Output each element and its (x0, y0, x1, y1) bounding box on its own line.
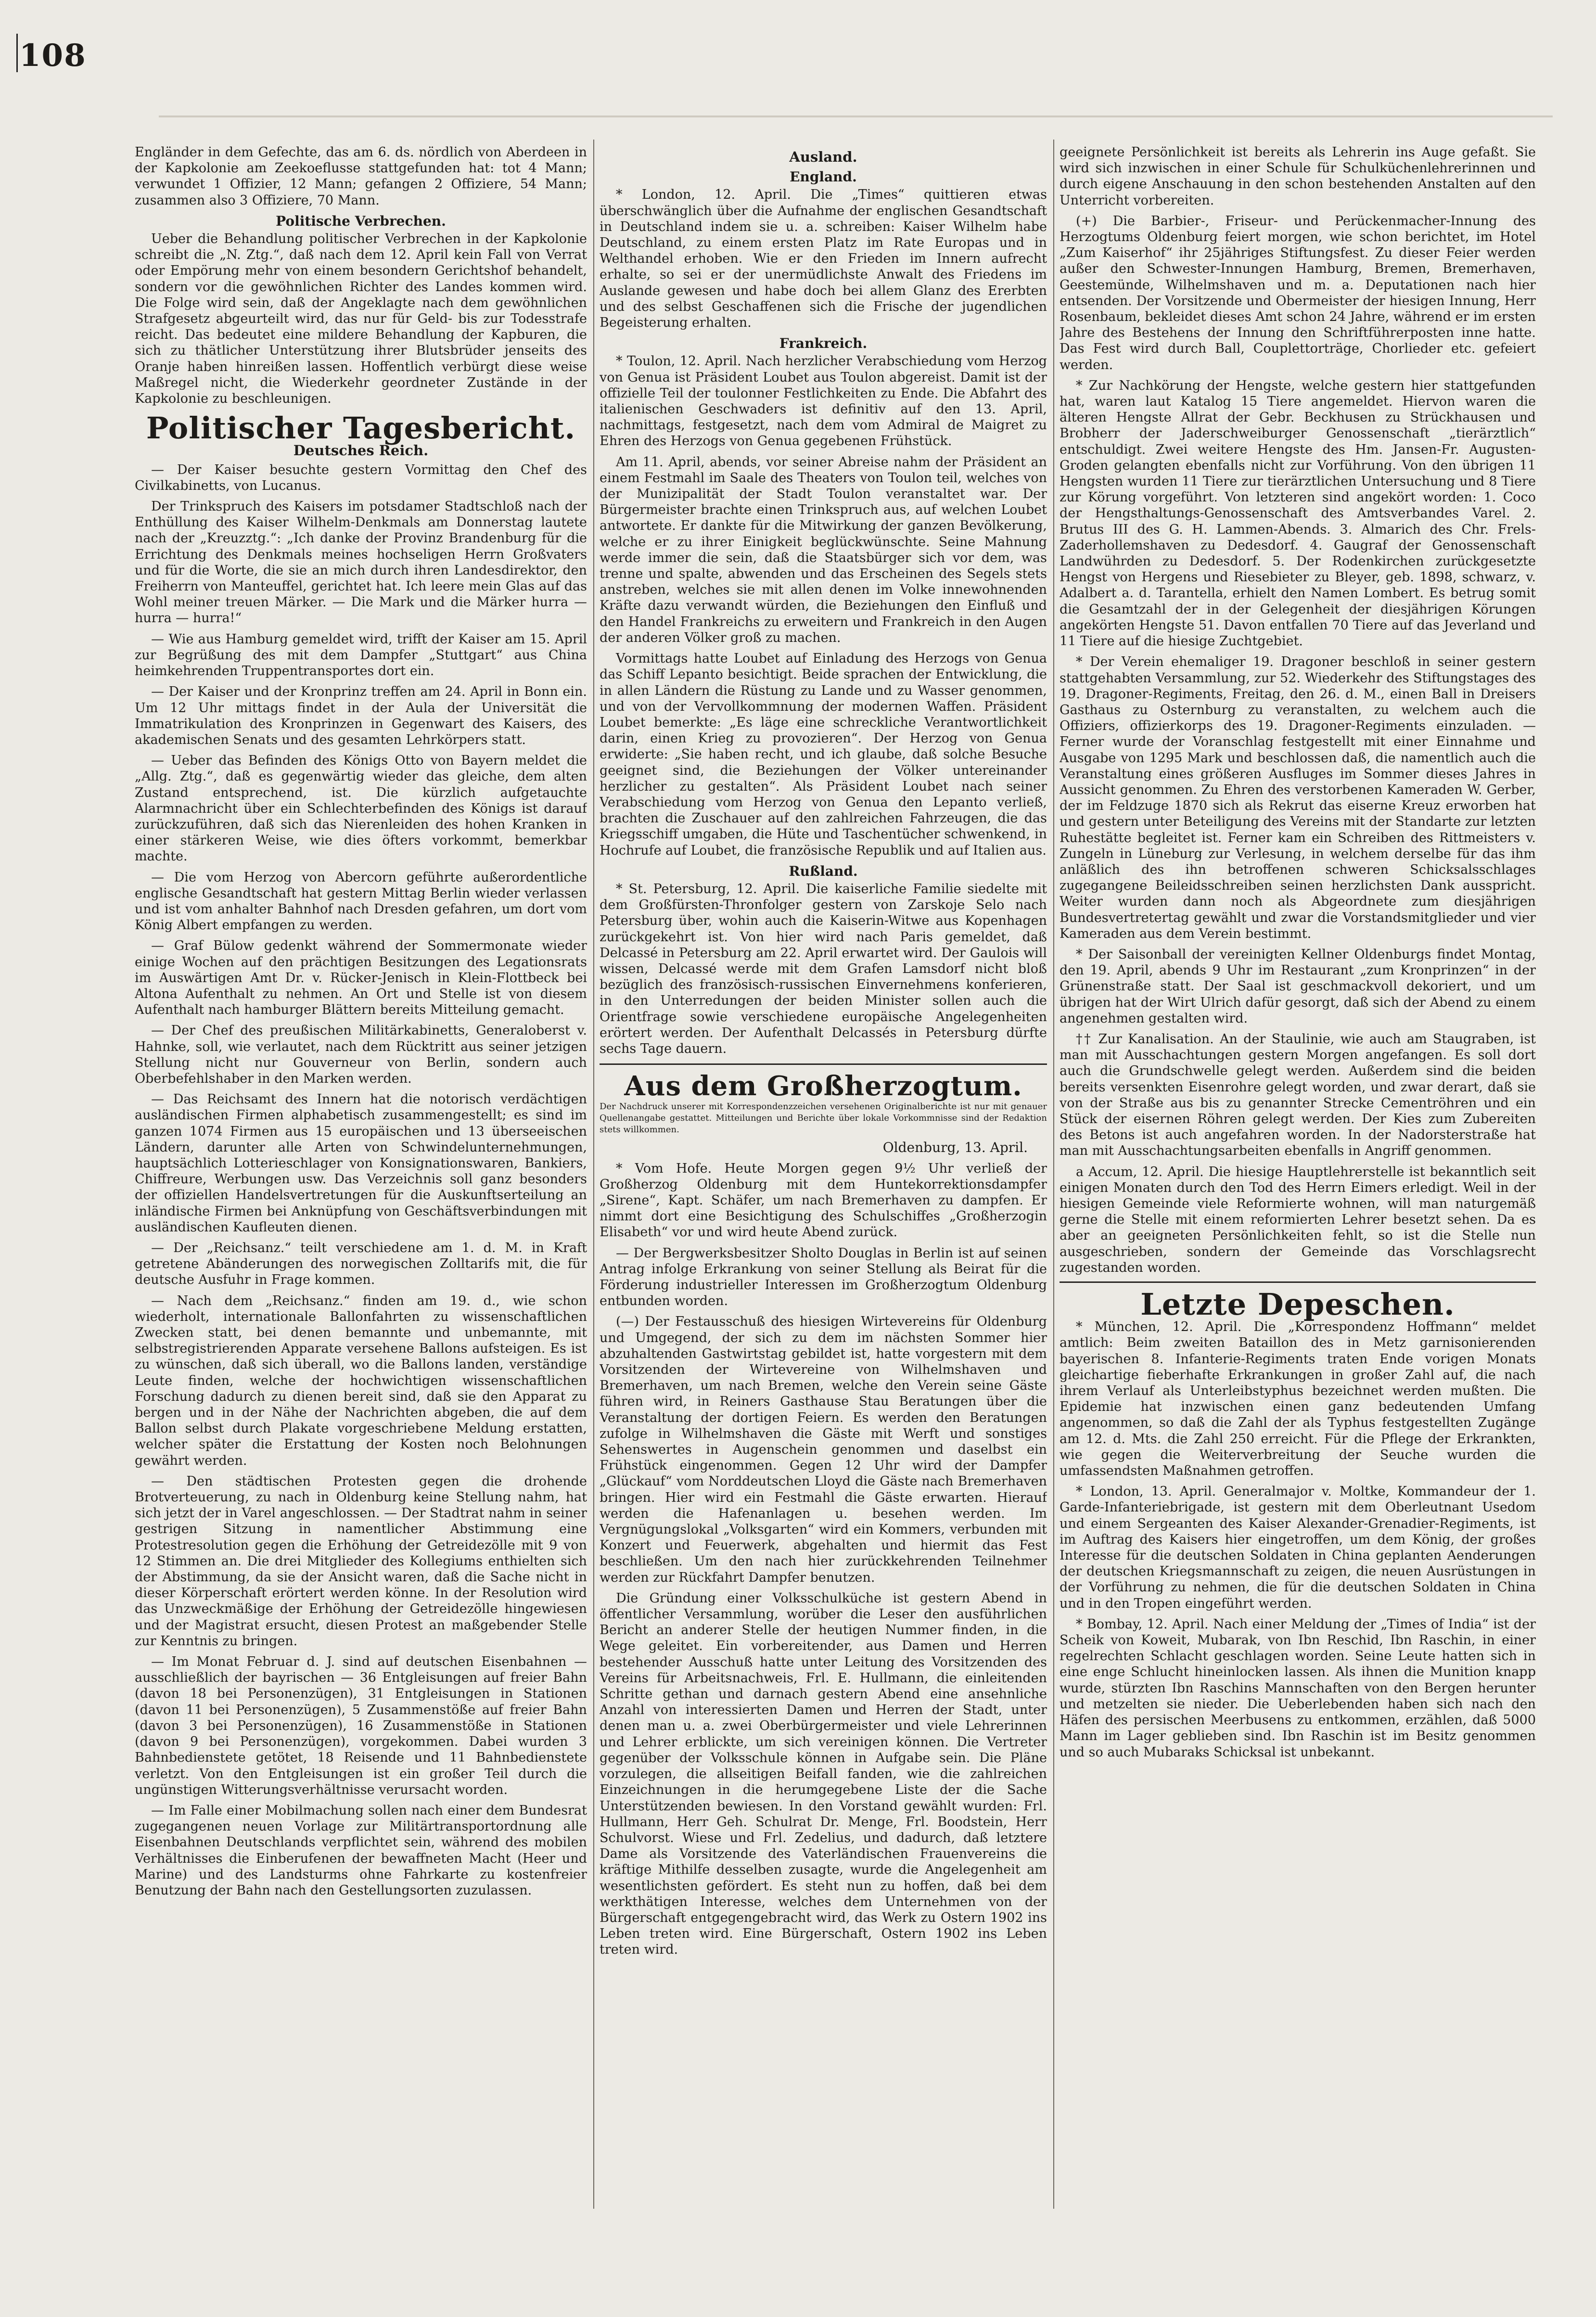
article-festausschuss: (—) Der Festausschuß des hiesigen Wirtevereins für Oldenburg und Umgegend, der sich zu dem im nächsten Sommer hier abzuhaltenden Gastwirtstag gebildet ist, hatte vorgestern mit dem Vorsitzenden der Wirtevereine von Wilhelmshaven und Bremerhaven, um nach Bremen, welche den Verein seine Gäste führen wird, in Reiners Gasthause Stau Beratungen über die Veranstaltung der dortigen Feiern. Es werden den Beratungen zufolge in Wilhelmshaven die Gäste mit Werft und sonstiges Sehenswertes in Augenschein genommen und daselbst ein Frühstück eingenommen. Gegen 12 Uhr wird der Dampfer „Glückauf“ vom Norddeutschen Lloyd die Gäste nach Bremerhaven bringen. Hier wird ein Festmahl die Gäste erwarten. Hierauf werden die Hafenanlagen u. besehen werden. Im Vergnügungslokal „Volksgarten“ wird ein Kommers, verbunden mit Konzert und Feuerwerk, abgehalten und hiermit das Fest beschließen. Um den nach hier zurückkehrenden Teilnehmer werden zur Rückfahrt Dampfer benutzen. (600, 1314, 1047, 1585)
article-muenchen: * München, 12. April. Die „Korrespondenz Hoffmann“ meldet amtlich: Beim zweiten Bataillon des in Metz garnisonierenden bayerischen 8. Infanterie-Regiments traten Ende vorigen Monats gleichartige fieberhafte Erkrankungen in großer Zahl auf, die nach ihrem Verlauf als Unterleibstyphus bezeichnet werden mußten. Die Epidemie hat inzwischen einen ganz bedeutenden Umfang angenommen, so daß die Zahl der als Typhus festgestellten Zugänge am 12. d. Mts. die Zahl 250 erreicht. Für die Pflege der Erkrankten, wie gegen die Weiterverbreitung der Seuche wurden die umfassendsten Maßnahmen getroffen. (1060, 1319, 1536, 1479)
article-kapkolonie: Ueber die Behandlung politischer Verbrechen in der Kapkolonie schreibt die „N. Ztg.“, daß nach dem 12. April kein Fall von Verrat oder Empörung mehr von einem besondern Gerichtshof behandelt, sondern vor die gewöhnlichen Richter des Landes kommen wird. Die Folge wird sein, daß der Angeklagte nach dem gewöhnlichen Strafgesetz abgeurteilt wird, das nur für Geld- bis zur Todesstrafe reicht. Das bedeutet eine mildere Behandlung der Kapburen, die sich zu thätlicher Unterstützung ihrer Blutsbrüder jenseits des Oranje haben hinreißen lassen. Hoffentlich verbürgt diese weise Maßregel nicht, die Wiederkehr geordneter Zustände in der Kapkolonie zu beschleunigen. (135, 231, 587, 407)
article-vormittags: Vormittags hatte Loubet auf Einladung des Herzogs von Genua das Schiff Lepanto besichtigt. Beide sprachen der Entwicklung, die in allen Ländern die Rüstung zu Lande und zu Wasser genommen, und von der Vervollkommnung der modernen Waffen. Präsident Loubet bemerkte: „Es läge eine schreckliche Verantwortlichkeit darin, einen Krieg zu provozieren“. Der Herzog von Genua erwiderte: „Sie haben recht, und ich glaube, daß solche Besuche geeignet sind, die Beziehungen der Völker untereinander herzlicher zu gestalten“. Als Präsident Loubet nach seiner Verabschiedung vom Herzog von Genua den Lepanto verließ, brachten die Zuschauer auf den zahlreichen Fahrzeugen, die das Kriegsschiff umgaben, die Hüte und Taschentücher schwenkend, in Hochrufe auf Loubet, die französische Republik und auf Italien aus. (600, 651, 1047, 858)
title-politischer-tagesbericht: Politischer Tagesbericht. (146, 410, 576, 446)
article-lehrerin: geeignete Persönlichkeit ist bereits als Lehrerin ins Auge gefaßt. Sie wird sich inzwischen in einer Schule für Schulküchenlehrerinnen und durch eigene Anschauung in den schon bestehenden Anstalten auf den Unterricht vorbereiten. (1060, 145, 1536, 208)
article-protesten: — Den städtischen Protesten gegen die drohende Brotverteuerung, zu nach in Oldenburg keine Stellung nahm, hat sich jetzt der in Varel angeschlossen. — Der Stadtrat nahm in seiner gestrigen Sitzung in namentlicher Abstimmung eine Protestresolution gegen die Erhöhung der Getreidezölle mit 9 von 12 Stimmen an. Die drei Mitglieder des Kollegiums enthielten sich der Abstimmung, da sie der Ansicht waren, daß die Sache nicht in dieser Körperschaft erörtert werden könne. In der Resolution wird das Unzweckmäßige der Erhöhung der Getreidezölle hingewiesen und der Magistrat ersucht, diesen Protest an maßgebender Stelle zur Kenntnis zu bringen. (135, 1473, 587, 1649)
article-buelow: — Graf Bülow gedenkt während der Sommermonate wieder einige Wochen auf den prächtigen Besitzungen des Legationsrats im Auswärtigen Amt Dr. v. Rücker-Jenisch in Klein-Flottbeck bei Altona Aufenthalt zu nehmen. An Ort und Stelle ist von diesem Aufenthalt nach hamburger Blättern bereits Mitteilung gemacht. (135, 938, 587, 1018)
article-petersburg: * St. Petersburg, 12. April. Die kaiserliche Familie siedelte mit dem Großfürsten-Thronfolger gestern von Zarskoje Selo nach Petersburg über, wohin auch die Kaiserin-Witwe aus Kopenhagen zurückgekehrt ist. Von hier wird nach Paris gemeldet, daß Delcassé in Petersburg am 22. April erwartet wird. Der Gaulois will wissen, Delcassé werde mit dem Grafen Lamsdorf nicht bloß bezüglich des französisch-russischen Einvernehmens konferieren, in den Unterredungen der beiden Minister sollen auch die Orientfrage sowie verschiedene europäische Angelegenheiten erörtert werden. Der Aufenthalt Delcassés in Petersburg dürfte sechs Tage dauern. (600, 881, 1047, 1056)
column-divider-1 (593, 140, 594, 2209)
heading-england: England. (790, 169, 857, 185)
article-eisenbahnen: — Im Monat Februar d. J. sind auf deutschen Eisenbahnen — ausschließlich der bayrischen — 36 Entgleisungen auf freier Bahn (davon 18 bei Personenzügen), 31 Entgleisungen in Stationen (davon 11 bei Personenzügen), 5 Zusammenstöße auf freier Bahn (davon 3 bei Personenzügen), 16 Zusammenstöße in Stationen (davon 9 bei Personenzügen), vorgekommen. Dabei wurden 3 Bahnbedienstete getötet, 18 Reisende und 11 Bahnbedienstete verletzt. Von den Entgleisungen ist ein großer Teil durch die ungünstigen Witterungsverhältnisse verursacht worden. (135, 1654, 587, 1797)
page-number: 108 (19, 38, 87, 74)
article-koenig-otto: — Ueber das Befinden des Königs Otto von Bayern meldet die „Allg. Ztg.“, daß es gegenwärtig wieder das gleiche, dem alten Zustand entsprechend, ist. Die kürzlich aufgetauchte Alarmnachricht über ein Schlechterbefinden des Königs ist darauf zurückzuführen, daß sich das Nierenleiden des hohen Kranken in einer stärkeren Weise, wie dies öfters vorkommt, bemerkbar machte. (135, 753, 587, 864)
column-left (135, 144, 587, 2194)
article-hahnke: — Der Chef des preußischen Militärkabinetts, Generaloberst v. Hahnke, soll, wie verlautet, nach dem Rücktritt aus seiner jetzigen Stellung nicht nur Gouverneur von Berlin, sondern auch Oberbefehlshaber in den Marken werden. (135, 1023, 587, 1086)
heading-politische-verbrechen: Politische Verbrechen. (276, 213, 446, 229)
section-rule (600, 1063, 1047, 1065)
article-volksschulkueche: Die Gründung einer Volksschulküche ist gestern Abend in öffentlicher Versammlung, worüber die Leser den ausführlichen Bericht an anderer Stelle der heutigen Nummer finden, in die Wege geleitet. Ein vorbereitender, aus Damen und Herren bestehender Ausschuß hatte unter Leitung des Vorsitzenden des Vereins für Arbeitsnachweis, Frl. E. Hullmann, die einleitenden Schritte gethan und darnach gestern Abend eine ansehnliche Anzahl von interessierten Damen und Herren der Stadt, unter denen man u. a. zwei Oberbürgermeister und viele Lehrerinnen und Lehrer erblickte, um sich vereinigen können. Die Vertreter gegenüber der Volksschule können in Aufgabe sein. Die Pläne vorzulegen, die allseitigen Beifall fanden, wie die zahlreichen Einzeichnungen in die herumgegebene Liste der die Sache Unterstützenden bewiesen. In den Vorstand gewählt wurden: Frl. Hullmann, Herr Geh. Schulrat Dr. Menge, Frl. Boodstein, Herr Schulvorst. Wiese und Frl. Zedelius, und dadurch, daß letztere Dame als Vorsitzende des Vaterländischen Frauenvereins die kräftige Mithilfe desselben zusagte, wurde die Angelegenheit am wesentlichsten gefördert. Es steht nun zu hoffen, daß bei dem werkthätigen Interesse, welches dem Unternehmen von der Bürgerschaft entgegengebracht wird, das Werk zu Ostern 1902 ins Leben treten wird. Eine Bürgerschaft, Ostern 1902 ins Leben treten wird. (600, 1590, 1047, 1958)
article-trinkspruch: Der Trinkspruch des Kaisers im potsdamer Stadtschloß nach der Enthüllung des Kaiser Wilhelm-Denkmals am Donnerstag lautete nach der „Kreuzztg.“: „Ich danke der Provinz Brandenburg für die Errichtung des Denkmals meines hochseligen Herrn Großvaters und für die Worte, die sie an mich durch ihren Landesdirektor, den Freiherrn von Manteuffel, gerichtet hat. Ich leere mein Glas auf das Wohl meiner treuen Märker. — Die Mark und die Märker hurra — hurra — hurra!“ (135, 499, 587, 626)
column-right (1060, 144, 1536, 2194)
article-kanalisation: †† Zur Kanalisation. An der Staulinie, wie auch am Staugraben, ist man mit Ausschachtungen gestern Morgen angefangen. Es soll dort auch die Grundschwelle gelegt werden. Außerdem sind die beiden bereits versenkten Eisenrohre gelegt worden, und zwar derart, daß sie von der Straße aus bis zu genannter Strecke Cementröhren und ein Stück der eisernen Röhren gelegt werden. Der Kies zum Zubereiten des Betons ist auch angefahren worden. In der Nadorsterstraße hat man mit Ausschachtungsarbeiten ebenfalls in Angriff genommen. (1060, 1031, 1536, 1159)
header-rule (159, 115, 1553, 117)
article-barbier-innung: (+) Die Barbier-, Friseur- und Perückenmacher-Innung des Herzogtums Oldenburg feiert morgen, wie schon berichtet, im Hotel „Zum Kaiserhof“ ihr 25jähriges Stiftungsfest. Zu dieser Feier werden außer den Schwester-Innungen Hamburg, Bremen, Bremerhaven, Geestemünde, Wilhelmshaven und m. a. Deputationen nach hier entsenden. Der Vorsitzende und Obermeister der hiesigen Innung, Herr Rosenbaum, bekleidet dieses Amt schon 24 Jahre, während er im ersten Jahre des Bestehens der Innung den Schriftführerposten inne hatte. Das Fest wird durch Ball, Couplettorträge, Chorlieder etc. gefeiert werden. (1060, 213, 1536, 372)
article-zolltarif: — Der „Reichsanz.“ teilt verschiedene am 1. d. M. in Kraft getretene Abänderungen des norwegischen Zolltarifs mit, die für deutsche Ausfuhr in Frage kommen. (135, 1241, 587, 1288)
article-douglas: — Der Bergwerksbesitzer Sholto Douglas in Berlin ist auf seinen Antrag infolge Erkrankung von seiner Stellung als Beirat für die Förderung industrieller Interessen im Großherzogtum Oldenburg entbunden worden. (600, 1245, 1047, 1309)
reprint-notice: Der Nachdruck unserer mit Korrespondenzzeichen versehenen Originalberichte ist nur mit genauer Quellenangabe gestattet. Mitteilungen und Berichte über lokale Vorkommnisse sind der Redaktion stets willkommen. (600, 1101, 1047, 1135)
column-divider-2 (1053, 140, 1054, 2209)
article-abercorn: — Die vom Herzog von Abercorn geführte außerordentliche englische Gesandtschaft hat gestern Mittag Berlin wieder verlassen und ist vom anhalter Bahnhof nach Dresden gefahren, um dort vom König Albert empfangen zu werden. (135, 870, 587, 933)
heading-deutsches-reich: Deutsches Reich. (293, 442, 429, 459)
article-kaiser-besuch: — Der Kaiser besuchte gestern Vormittag den Chef des Civilkabinetts, von Lucanus. (135, 462, 587, 493)
article-continuation: Engländer in dem Gefechte, das am 6. ds. nördlich von Aberdeen in der Kapkolonie am Zeekoeflusse stattgefunden hat: tot 4 Mann; verwundet 1 Offizier, 12 Mann; gefangen 2 Offiziere, 54 Mann; zusammen also 3 Offiziere, 70 Mann. (135, 145, 587, 208)
article-moltke: * London, 13. April. Generalmajor v. Moltke, Kommandeur der 1. Garde-Infanteriebrigade, ist gestern mit dem Oberleutnant Usedom und einem Sergeanten des Kaiser Alexander-Grenadier-Regiments, ist im Auftrag des Kaisers hier eingetroffen, um dem König, der großes Interesse für die deutschen Soldaten in China geplanten Aenderungen der deutschen Kriegsmannschaft zu zeigen, die neuen Ausrüstungen in der Vorführung zu nehmen, die für die deutschen Soldaten in China und in den Tropen eingeführt werden. (1060, 1484, 1536, 1611)
article-bombay: * Bombay, 12. April. Nach einer Meldung der „Times of India“ ist der Scheik von Koweit, Mubarak, von Ibn Reschid, Ibn Raschin, in einer regelrechten Schlacht geschlagen worden. Seine Leute hatten sich in eine enge Schlucht hineinlocken lassen. Als ihnen die Munition knapp wurde, stürzten Ibn Raschins Mannschaften von den Bergen herunter und metzelten sie nieder. Die Ueberlebenden haben sich nach den Häfen des persischen Meerbusens zu entkommen, erzählen, daß 5000 Mann im Lager geblieben sind. Ibn Raschin ist im Besitz genommen und so auch Mubaraks Schicksal ist unbekannt. (1060, 1616, 1536, 1760)
article-reichsamt: — Das Reichsamt des Innern hat die notorisch verdächtigen ausländischen Firmen alphabetisch zusammengestellt; es sind im ganzen 1074 Firmen aus 15 europäischen und 13 überseeischen Ländern, darunter alle Arten von Schwindelunternehmungen, hauptsächlich Lotterieschlager von Konsignationswaren, Bankiers, Chiffreure, Werbungen usw. Das Verzeichnis soll ganz besonders der offiziellen Handelsvertretungen für die Auskunftserteilung an inländische Firmen bei Anknüpfung von Geschäftsverbindungen mit ausländischen Kaufleuten dienen. (135, 1092, 587, 1235)
article-ballonfahrten: — Nach dem „Reichsanz.“ finden am 19. d., wie schon wiederholt, internationale Ballonfahrten zu wissenschaftlichen Zwecken statt, bei denen bemannte und unbemannte, mit selbstregistrierenden Apparate versehene Ballons aufsteigen. Es ist zu wünschen, daß sich überall, wo die Ballons landen, verständige Leute finden, welche der hochwichtigen wissenschaftlichen Forschung dadurch zu dienen bereit sind, daß sie den Apparat zu bergen und in der Nähe der Nachrichten abgeben, die auf dem Ballon selbst durch Plakate vorgeschriebene Meldung erstatten, welcher später die Erstattung der Kosten noch Belohnungen gewährt werden. (135, 1293, 587, 1468)
article-accum: a Accum, 12. April. Die hiesige Hauptlehrerstelle ist bekanntlich seit einigen Monaten durch den Tod des Herrn Eimers erledigt. Weil in der hiesigen Gemeinde viele Reformierte wohnen, will man naturgemäß gerne die Stelle mit einem reformierten Lehrer besetzt sehen. Da es aber an geeigneten Persönlichkeiten fehlt, so ist die Stelle nun ausgeschrieben, sondern der Gemeinde das Vorschlagsrecht zugestanden worden. (1060, 1164, 1536, 1275)
article-hamburg: — Wie aus Hamburg gemeldet wird, trifft der Kaiser am 15. April zur Begrüßung des mit dem Dampfer „Stuttgart“ aus China heimkehrenden Truppentransportes dort ein. (135, 631, 587, 679)
article-toulon: * Toulon, 12. April. Nach herzlicher Verabschiedung vom Herzog von Genua ist Präsident Loubet aus Toulon abgereist. Damit ist der offizielle Teil der toulonner Festlichkeiten zu Ende. Die Abfahrt des italienischen Geschwaders ist definitiv auf den 13. April, nachmittags, festgesetzt, nach dem vom Admiral de Maigret zu Ehren des Herzogs von Genua gegebenen Frühstück. (600, 354, 1047, 449)
heading-russland: Rußland. (789, 863, 858, 879)
heading-ausland: Ausland. (789, 149, 857, 165)
section-rule (1060, 1281, 1536, 1283)
article-mobilmachung: — Im Falle einer Mobilmachung sollen nach einer dem Bundesrat zugegangenen neuen Vorlage zur Militärtransportordnung alle Eisenbahnen Deutschlands verpflichtet sein, während des mobilen Verhältnisses die Einberufenen der bewaffneten Macht (Heer und Marine) und des Landsturms ohne Fahrkarte zu kostenfreier Benutzung der Bahn nach den Gestellungsorten zuzulassen. (135, 1803, 587, 1898)
page-margin-rule (16, 34, 18, 72)
heading-frankreich: Frankreich. (779, 335, 868, 352)
article-kronprinz: — Der Kaiser und der Kronprinz treffen am 24. April in Bonn ein. Um 12 Uhr mittags findet in der Aula der Universität die Immatrikulation des Kronprinzen in Gegenwart des Kaisers, des akademischen Senats und des gesamten Lehrkörpers statt. (135, 684, 587, 747)
article-hengste: * Zur Nachkörung der Hengste, welche gestern hier stattgefunden hat, waren laut Katalog 15 Tiere angemeldet. Hiervon waren die älteren Hengste Allrat der Gebr. Beckhusen zu Strückhausen und Brobherr der Jaderschweiburger Genossenschaft „tierärztlich“ entschuldigt. Zwei weitere Hengste des Hm. Jansen-Fr. Augusten-Groden gelangten ebenfalls nicht zur Vorführung. Von den übrigen 11 Hengsten wurden 11 Tiere zur tierärztlichen Untersuchung und 8 Tiere zur Körung vorgeführt. Von letzteren sind angekört worden: 1. Coco der Hengsthaltungs-Genossenschaft des Amtsverbandes Varel. 2. Brutus III des G. H. Lammen-Abends. 3. Almarich des Chr. Frels-Zaderhollemshaven zu Dedesdorf. 4. Gaugraf der Genossenschaft Landwührden zu Dedesdorf. 5. Der Rodenkirchen zurückgesetzte Hengst von Hergens und Riesebieter zu Bleyer, geb. 1898, schwarz, v. Adalbert a. d. Tarantella, erhielt den Namen Lombert. Es betrug somit die Gesamtzahl der in der Gelegenheit der diesjährigen Körungen angekörten Hengste 51. Davon entfallen 70 Tiere auf das Jeverland und 11 Tiere auf die hiesige Zuchtgebiet. (1060, 378, 1536, 649)
article-london: * London, 12. April. Die „Times“ quittieren etwas überschwänglich über die Aufnahme der englischen Gesandtschaft in Deutschland indem sie u. a. schreiben: Kaiser Wilhelm habe Deutschland, zu einem ersten Platz im Rate Europas und in Welthandel erhoben. Wie er den Frieden im Innern aufrecht erhalte, so sei er der unermüdlichste Anwalt des Friedens im Auslande gewesen und habe doch bei allem Glanz des Ererbten und des selbst Geschaffenen sich die Frische der jugendlichen Begeisterung erhalten. (600, 187, 1047, 331)
article-dragoner: * Der Verein ehemaliger 19. Dragoner beschloß in seiner gestern stattgehabten Versammlung, zur 52. Wiederkehr des Stiftungstages des 19. Dragoner-Regiments, Freitag, den 26. d. M., einen Ball in Dreisers Gasthaus zu Osternburg zu veranstalten, zu welchem auch die Offiziers, offizierkorps des 19. Dragoner-Regiments einzuladen. — Ferner wurde der Voranschlag festgestellt mit einer Einnahme und Ausgabe von 1295 Mark und beschlossen daß, die namentlich auch die Veranstaltung eines größeren Ausfluges im Sommer dieses Jahres in Aussicht genommen. Zu Ehren des verstorbenen Kameraden W. Gerber, der im Feldzuge 1870 sich als Rekrut das eiserne Kreuz erworben hat und gestern unter Beteiligung des Vereins mit der Standarte zur letzten Ruhestätte begleitet ist. Ferner kam ein Schreiben des Rittmeisters v. Zungeln in Lüneburg zur Verlesung, in welchem derselbe für das ihm anläßlich des ihn betroffenen schweren Schicksalsschlages zugegangene Beileidsschreiben seinen herzlichsten Dank ausspricht. Weiter wurden dann noch als Abgeordnete zum diesjährigen Bundesvertretertag gewählt und zwar die Vorstandsmitglieder und vier Kameraden aus dem Verein bestimmt. (1060, 654, 1536, 941)
title-aus-dem-grossherzogtum: Aus dem Großherzogtum. (624, 1070, 1022, 1102)
article-kellner: * Der Saisonball der vereinigten Kellner Oldenburgs findet Montag, den 19. April, abends 9 Uhr im Restaurant „zum Kronprinzen“ in der Grünenstraße statt. Der Saal ist geschmackvoll dekoriert, und um übrigen hat der Wirt Ulrich dafür gesorgt, daß sich der Abend zu einem angenehmen gestalten wird. (1060, 947, 1536, 1026)
article-vom-hofe: * Vom Hofe. Heute Morgen gegen 9½ Uhr verließ der Großherzog Oldenburg mit dem Huntekorrektionsdampfer „Sirene“, Kapt. Schäfer, um nach Bremerhaven zu dampfen. Er nimmt dort eine Besichtigung des Schulschiffes „Großherzogin Elisabeth“ vor und wird heute Abend zurück. (600, 1161, 1047, 1240)
dateline-oldenburg: Oldenburg, 13. April. (882, 1139, 1028, 1156)
article-april-11: Am 11. April, abends, vor seiner Abreise nahm der Präsident an einem Festmahl im Saale des Theaters von Toulon teil, welches von der Munizipalität der Stadt Toulon veranstaltet war. Der Bürgermeister brachte einen Trinkspruch aus, auf welchen Loubet antwortete. Er dankte für die Mitwirkung der ganzen Bevölkerung, welche er zu ihrer Einigkeit beglückwünschte. Seine Mahnung werde immer die sein, daß die Staatsbürger sich vor dem, was trenne und spalte, abwenden und das Erscheinen des Segels stets anstreben, welches sie mit allen denen im Volke innewohnenden Kräfte dazu verwandt würden, die Beziehungen den Einfluß und den Handel Frankreichs zu erweitern und Frankreich in den Augen der anderen Völker groß zu machen. (600, 454, 1047, 645)
title-letzte-depeschen: Letzte Depeschen. (1140, 1287, 1455, 1322)
column-middle (600, 144, 1047, 2194)
